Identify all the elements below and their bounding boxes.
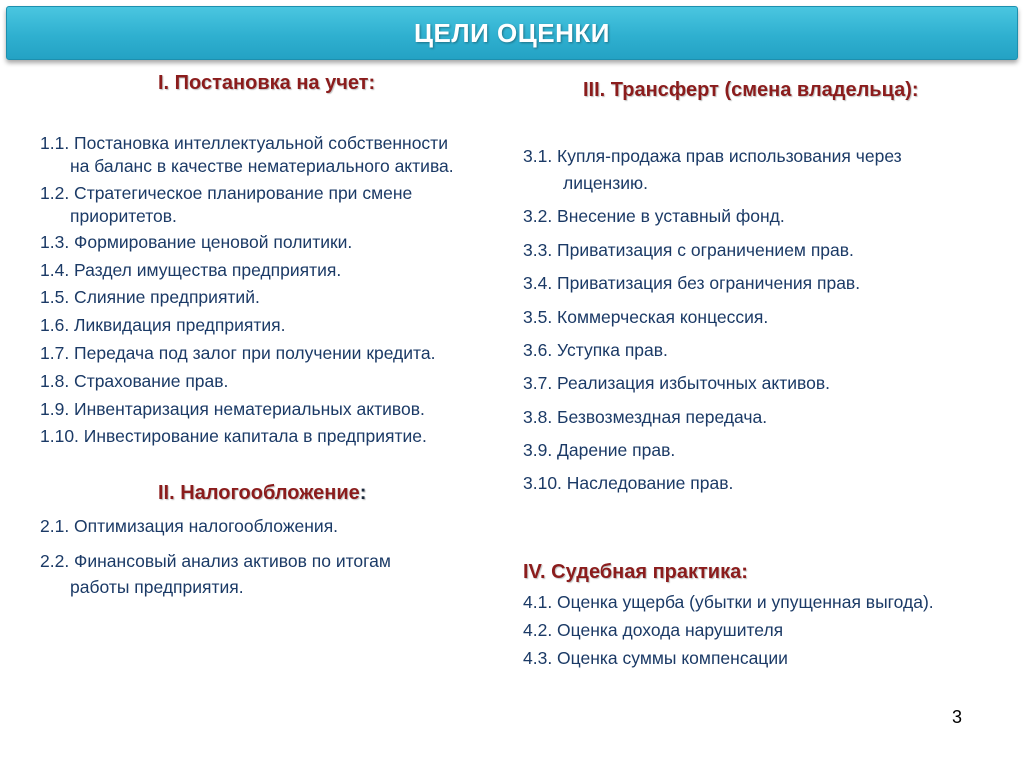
list-item-continuation: работы предприятия. <box>70 577 244 597</box>
section3-heading-text: III. Трансферт (смена владельца) <box>583 79 912 101</box>
list-item <box>40 131 454 177</box>
list-item-line: 2.2. Финансовый анализ активов по итогам <box>40 551 391 571</box>
list-item: 1.5. Слияние предприятий. <box>40 287 260 307</box>
list-item <box>523 144 902 198</box>
section4-heading <box>523 561 748 584</box>
list-item: 3.9. Дарение прав. <box>523 440 676 460</box>
list-item: 3.2. Внесение в уставный фонд. <box>523 206 785 226</box>
section2-heading-colon: : <box>359 482 367 504</box>
section3-heading-colon: : <box>911 79 919 101</box>
list-item: 4.1. Оценка ущерба (убытки и упущенная выгода). <box>523 592 934 612</box>
list-item: 3.8. Безвозмездная передача. <box>523 407 768 427</box>
title-bar <box>6 6 1018 60</box>
section2-heading <box>158 482 366 505</box>
section1-heading-text: I. Постановка на учет <box>158 72 369 94</box>
list-item: 1.6. Ликвидация предприятия. <box>40 315 286 335</box>
list-item: 4.3. Оценка суммы компенсации <box>523 648 788 668</box>
slide-title: ЦЕЛИ ОЦЕНКИ <box>414 17 610 48</box>
list-item: 1.8. Страхование прав. <box>40 371 229 391</box>
list-item-line: 1.1. Постановка интеллектуальной собственности <box>40 133 448 153</box>
list-item: 3.5. Коммерческая концессия. <box>523 307 769 327</box>
list-item-line: 3.1. Купля-продажа прав использования через <box>523 146 902 166</box>
list-item: 4.2. Оценка дохода нарушителя <box>523 620 784 640</box>
list-item: 3.4. Приватизация без ограничения прав. <box>523 273 861 293</box>
list-item: 1.4. Раздел имущества предприятия. <box>40 260 342 280</box>
list-item: 3.3. Приватизация с ограничением прав. <box>523 240 854 260</box>
section1-heading <box>158 72 375 95</box>
list-item: 1.7. Передача под залог при получении кредита. <box>40 343 436 363</box>
list-item: 1.3. Формирование ценовой политики. <box>40 232 353 252</box>
list-item-continuation: приоритетов. <box>70 206 177 226</box>
section1-heading-colon: : <box>368 72 376 94</box>
list-item: 3.7. Реализация избыточных активов. <box>523 373 831 393</box>
section2-heading-text: II. Налогообложение <box>158 482 360 504</box>
section4-heading-text: IV. Судебная практика <box>523 561 742 583</box>
section3-heading <box>583 79 919 102</box>
list-item: 2.1. Оптимизация налогообложения. <box>40 516 339 536</box>
list-item: 1.10. Инвестирование капитала в предприятие. <box>40 426 427 446</box>
list-item: 3.10. Наследование прав. <box>523 473 734 493</box>
list-item <box>40 549 391 601</box>
list-item-continuation: на баланс в качестве нематериального актива. <box>70 156 454 176</box>
section4-heading-colon: : <box>741 561 748 583</box>
list-item: 1.9. Инвентаризация нематериальных активов. <box>40 399 425 419</box>
list-item-continuation: лицензию. <box>563 173 648 193</box>
list-item: 3.6. Уступка прав. <box>523 340 668 360</box>
list-item-line: 1.2. Стратегическое планирование при смене <box>40 183 413 203</box>
list-item <box>40 181 412 227</box>
page-number: 3 <box>951 707 962 727</box>
